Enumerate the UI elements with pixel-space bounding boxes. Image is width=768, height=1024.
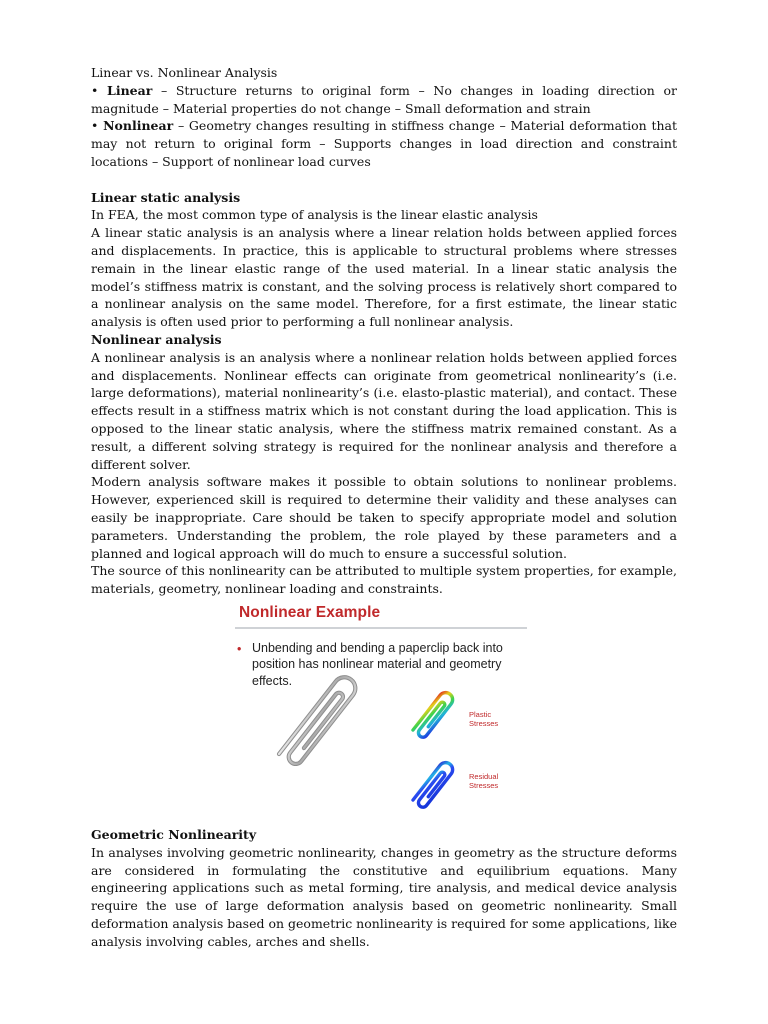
linear-text: – Structure returns to original form – No changes in loading direction or magnitude – Material properties do not change – Small deformation and strain xyxy=(91,82,677,116)
nonlinear-example-figure xyxy=(235,602,531,814)
section-heading-linear-static xyxy=(91,189,677,207)
section-heading-nonlinear xyxy=(91,331,677,349)
residual-stresses-label: Residual Stresses xyxy=(469,771,499,790)
spacer xyxy=(91,171,677,189)
linear-bullet: • xyxy=(91,82,99,98)
figure-title: Nonlinear Example xyxy=(239,603,381,621)
nonlinear-p2: Modern analysis software makes it possible to obtain solutions to nonlinear problems. However, experienced skill is required to determine their validity and these analyses can easily be inappropriate. Care should be taken to specify appropriate model and solution parameters. Understanding the problem, the role played by these parameters and a planned and logical approach will do much to ensure a successful solution. xyxy=(91,474,677,561)
linear-static-heading: Linear static analysis xyxy=(91,189,241,205)
figure-caption: Unbending and bending a paperclip back into position has nonlinear material and geometry effects. xyxy=(252,640,503,688)
linear-item xyxy=(91,82,677,118)
nonlinear-text: – Geometry changes resulting in stiffness change – Material deformation that may not return to original form – Supports changes in load direction and constraint locations – Support of nonlinear load curves xyxy=(91,118,677,169)
linear-static-p1: In FEA, the most common type of analysis is the linear elastic analysis xyxy=(91,207,538,223)
linear-static-p2: A linear static analysis is an analysis where a linear relation holds between applied forces and displacements. In practice, this is applicable to structural problems where stresses remain in the linear elastic range of the used material. In a linear static analysis the model’s stiffness matrix is constant, and the solving process is relatively short compared to a nonlinear analysis on the same model. Therefore, for a first estimate, the linear static analysis is often used prior to performing a full nonlinear analysis. xyxy=(91,225,677,330)
figure-bullet: • xyxy=(237,641,242,656)
plastic-stresses-label: Plastic Stresses xyxy=(469,709,499,728)
residual-paperclip xyxy=(413,760,456,809)
document-page xyxy=(91,64,677,950)
nonlinear-p1: A nonlinear analysis is an analysis where a nonlinear relation holds between applied forces and displacements. Nonlinear effects can originate from geometrical nonlinearity’s (i.e. large deformations), material nonlinearity’s (i.e. elasto-plastic material), and contact. These effects result in a stiffness matrix which is not constant during the load application. This is opposed to the linear static analysis, where the stiffness matrix remained constant. As a result, a different solving strategy is required for the nonlinear analysis and therefore a different solver. xyxy=(91,349,677,472)
nonlinear-p3: The source of this nonlinearity can be attributed to multiple system properties, for example, materials, geometry, nonlinear loading and constraints. xyxy=(91,563,677,597)
nonlinear-term: Nonlinear xyxy=(103,118,174,134)
nonlinear-heading: Nonlinear analysis xyxy=(91,331,222,347)
geometric-p1: In analyses involving geometric nonlinearity, changes in geometry as the structure deforms are considered in formulating the constitutive and equilibrium equations. Many engineering applications such as metal forming, tire analysis, and medical device analysis require the use of large deformation analysis based on geometric nonlinearity. Small deformation analysis based on geometric nonlinearity is required for some applications, like analysis involving cables, arches and shells. xyxy=(91,844,677,949)
figure-divider xyxy=(235,627,527,629)
section-heading-geometric xyxy=(91,826,677,844)
geometric-heading: Geometric Nonlinearity xyxy=(91,826,257,842)
doc-heading: Linear vs. Nonlinear Analysis xyxy=(91,65,278,80)
linear-term: Linear xyxy=(107,82,153,98)
nonlinear-bullet: • xyxy=(91,118,99,134)
plastic-paperclip xyxy=(413,690,456,739)
nonlinear-item xyxy=(91,117,677,170)
